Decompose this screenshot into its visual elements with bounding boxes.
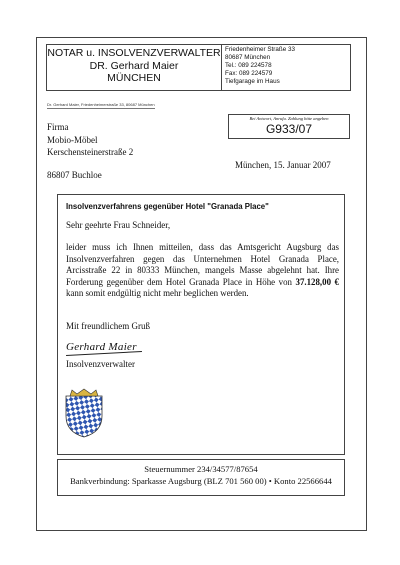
letterhead-zip-city: 80687 München (225, 53, 271, 61)
recipient-line-city: 86807 Buchloe (47, 169, 102, 180)
footer-box (57, 459, 345, 496)
return-address-line: Dr. Gerhard Maier, Friedenheimerstraße 33, 80687 München (47, 102, 155, 107)
letterhead-street: Friedenheimer Straße 33 (225, 46, 295, 53)
letterhead-title: NOTAR u. INSOLVENZVERWALTER (47, 47, 221, 59)
recipient-address (47, 121, 133, 181)
bavarian-crest-icon (64, 388, 104, 438)
reference-label: Bei Antwort, Anrufu. Zahlung bitte angeben (249, 116, 329, 121)
letter-subject: Insolvenzverfahrens gegenüber Hotel "Granada Place" (66, 202, 269, 211)
recipient-line-company-type: Firma (47, 122, 69, 132)
letterhead-name-block (47, 45, 222, 90)
letter-body (66, 242, 339, 300)
letterhead-parking: Tiefgarage im Haus (225, 77, 280, 85)
letterhead-contact-block (222, 45, 350, 90)
letter-body-part1: leider muss ich Ihnen mitteilen, dass das Amtsgericht Augsburg das Insolvenzverfahren gegen das Unternehmen Hotel Granada Place, Arcisstraße 22 in 80333 München, mangels Masse abgelehnt hat. Ihre Forderung gegenüber dem Hotel Granada Place in Höhe von (66, 242, 339, 287)
recipient-line-street: Kerschensteinerstraße 2 (47, 147, 134, 157)
reference-code: G933/07 (265, 122, 313, 136)
letterhead (46, 44, 351, 91)
letter-content-box (57, 194, 345, 455)
letter-body-part2: kann somit endgültig nicht mehr beglichen werden. (66, 288, 249, 298)
letter-date: München, 15. Januar 2007 (235, 160, 331, 170)
letterhead-person: DR. Gerhard Maier (89, 59, 179, 72)
letterhead-city: MÜNCHEN (107, 72, 161, 84)
letter-closing: Mit freundlichem Gruß (66, 321, 150, 331)
claim-amount: 37.128,00 € (295, 276, 339, 287)
handwritten-signature: Gerhard Maier (66, 341, 137, 353)
letterhead-fax: Fax: 089 224579 (225, 69, 273, 77)
signer-title: Insolvenzverwalter (66, 359, 135, 369)
footer-tax-number: Steuernummer 234/34577/87654 (144, 464, 258, 474)
reference-box (228, 114, 350, 139)
letter-salutation: Sehr geehrte Frau Schneider, (66, 220, 171, 230)
recipient-line-company: Mobio-Möbel (47, 134, 98, 145)
footer-bank-details: Bankverbindung: Sparkasse Augsburg (BLZ 701 560 00) • Konto 22566644 (70, 475, 332, 486)
letterhead-phone: Tel.: 089 224578 (225, 61, 272, 69)
